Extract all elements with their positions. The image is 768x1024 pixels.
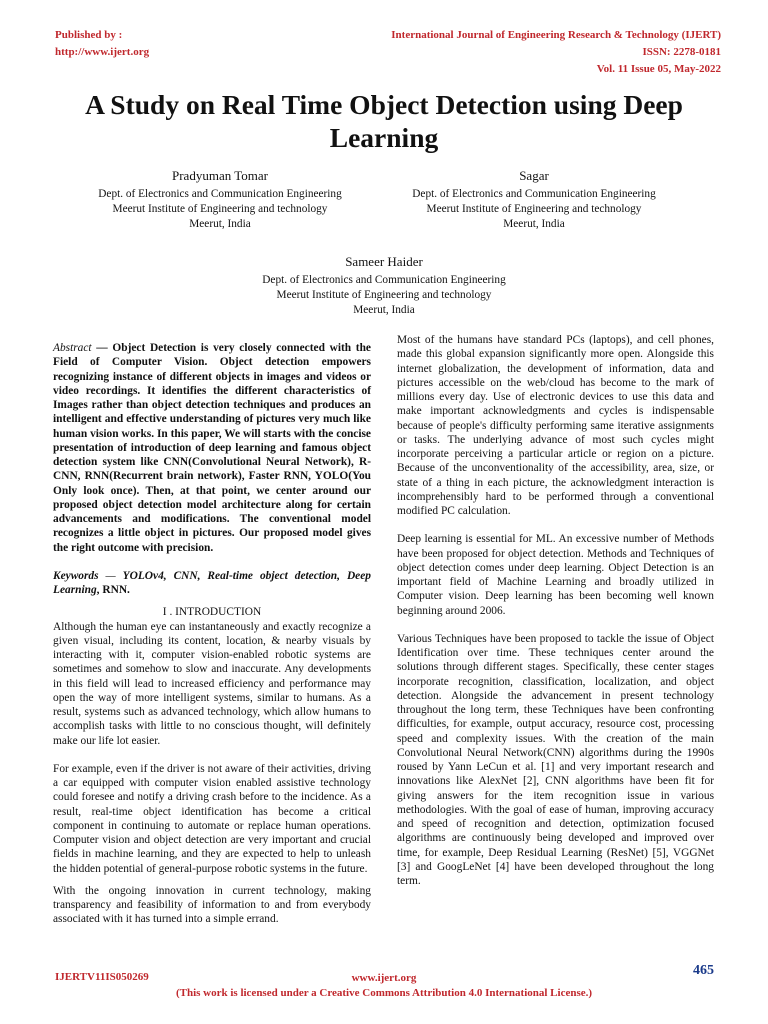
- keywords-tail: , RNN.: [96, 584, 130, 596]
- footer-center: [0, 971, 768, 1001]
- author-name: Sagar: [519, 168, 549, 183]
- abstract-label: Abstract: [53, 342, 92, 354]
- author-block-1: [40, 167, 400, 232]
- author-block-2: [354, 167, 714, 232]
- journal-block: [391, 27, 721, 78]
- page-number: 465: [693, 963, 714, 978]
- author-location: Meerut, India: [353, 304, 415, 316]
- paper-title: A Study on Real Time Object Detection using Deep Learning: [85, 89, 683, 153]
- author-institution: Meerut Institute of Engineering and technology: [112, 203, 328, 215]
- author-dept: Dept. of Electronics and Communication Engineering: [412, 188, 656, 200]
- section-heading-introduction: I . INTRODUCTION: [162, 606, 262, 619]
- abstract: [53, 341, 371, 555]
- author-block-3: [192, 253, 576, 318]
- paragraph: For example, even if the driver is not aware of their activities, driving a car equipped with computer vision enabled assistive technology could foresee and notify a driving crash before to the incidence. As a result, real-time object identification has become a critical component in continuing to automate or replace human operations. Computer vision and object detection are very important and crucial fields in machine learning, and they are expected to help to unleash the hidden potential of general-purpose robotic systems in the future.: [53, 762, 371, 875]
- keywords-dash: —: [98, 569, 123, 582]
- journal-name: International Journal of Engineering Research & Technology (IJERT): [391, 29, 721, 41]
- abstract-text: Object Detection is very closely connected with the Field of Computer Vision. Object detection empowers recognizing instance of different objects in images and videos or video recordings. It identifies the different characteristics of Images rather than object detection techniques and produces an intelligent and effective understanding of pictures very much like human vision works. In this paper, We will starts with the concise presentation of introduction of deep learning and famous object detection system like CNN(Convolutional Neural Network), R-CNN, RNN(Recurrent brain network), Faster RNN, YOLO(You Only look once). Then, at that point, we center around our proposed object detection model architecture along for certain advancements and modifications. The conventional model recognizes a little object in pictures. Our proposed model gives the right outcome with precision.: [53, 342, 371, 554]
- keywords: [53, 569, 371, 598]
- author-location: Meerut, India: [189, 218, 251, 230]
- left-column: [53, 341, 371, 927]
- paragraph: Deep learning is essential for ML. An excessive number of Methods have been proposed for object detection. Methods and Techniques of object detection comes under deep learning. Object Detection is an important field of Machine Learning and broadly utilized in Computer vision. Deep learning has been becoming well known beginning around 2006.: [397, 533, 714, 617]
- publisher-block: [55, 27, 149, 61]
- paragraph: Various Techniques have been proposed to tackle the issue of Object Identification over time. These techniques center around the solutions through different stages. Specifically, these center stages incorporate recognition, classification, localization, and object detection. Alongside the advancement in present technology throughout the long term, these Techniques have been confronting difficulties, for example, output accuracy, resource cost, processing speed and complexity issues. With the creation of the main Convolutional Neural Network(CNN) algorithms during the 1990s roused by Yann LeCun et al. [1] and very important research and innovations like AlexNet [2], CNN algorithms have been fit for giving answers for the item recognition issue in various methodologies. With the goal of ease of human, improving accuracy and speed of recognition and detection, optimization focused algorithms are continuously being developed and improved over time, for example, Deep Residual Learning (ResNet) [5], VGGNet [3] and GoogLeNet [4] have been developed throughout the long term.: [397, 632, 714, 887]
- issn: ISSN: 2278-0181: [642, 46, 721, 58]
- author-name: Pradyuman Tomar: [172, 168, 268, 183]
- author-name: Sameer Haider: [345, 254, 423, 269]
- right-column: [397, 333, 714, 888]
- license-note: (This work is licensed under a Creative Commons Attribution 4.0 International License.): [175, 987, 593, 999]
- paragraph: Although the human eye can instantaneously and exactly recognize a given visual, including its content, location, & nearby visuals by interacting with it, computer vision-enabled robotic systems are sometimes and somehow to slow and inaccurate. Any developments in this field will lead to increased efficiency and performance may open the way of more intelligent systems, similar to humans. As a result, systems such as advanced technology, which allow humans to accomplish tasks with little to no conscious thought, will definitely make our life lot easier.: [53, 620, 371, 747]
- publisher-url: http://www.ijert.org: [55, 46, 150, 58]
- author-institution: Meerut Institute of Engineering and technology: [276, 289, 492, 301]
- published-by-label: Published by :: [55, 29, 123, 41]
- paragraph: With the ongoing innovation in current technology, making transparency and feasibility of information to and from everybody associated with it has turned into a simple errand.: [53, 884, 371, 926]
- author-dept: Dept. of Electronics and Communication Engineering: [98, 188, 342, 200]
- volume-issue: Vol. 11 Issue 05, May-2022: [596, 63, 721, 75]
- keywords-text: YOLOv4, CNN, Real-time object detection, Deep Learning: [53, 569, 371, 596]
- paper-id: IJERTV11IS050269: [55, 971, 149, 983]
- paragraph: Most of the humans have standard PCs (laptops), and cell phones, made this global expansion significantly more open. Alongside this internet globalization, the development of information, data and pictures accessible on the web/cloud has become to the mark of millions every day. Use of electronic devices to use this data and make important acknowledgments and cycles is indispensable because of people's difficulty performing same iterative assignments or tasks. The underlying advance of most such cycles might incorporate perceiving a particular article or region on a picture. Because of the unconventionality of the accessibility, area, size, or state of a thing in each picture, the acknowledgment interaction is incomprehensibly hard to be performed through a conventional modified PC calculation.: [397, 334, 714, 517]
- author-institution: Meerut Institute of Engineering and technology: [426, 203, 642, 215]
- author-dept: Dept. of Electronics and Communication Engineering: [262, 274, 506, 286]
- footer-url: www.ijert.org: [351, 972, 417, 984]
- author-location: Meerut, India: [503, 218, 565, 230]
- abstract-dash: —: [91, 342, 113, 354]
- keywords-label: Keywords: [53, 569, 99, 582]
